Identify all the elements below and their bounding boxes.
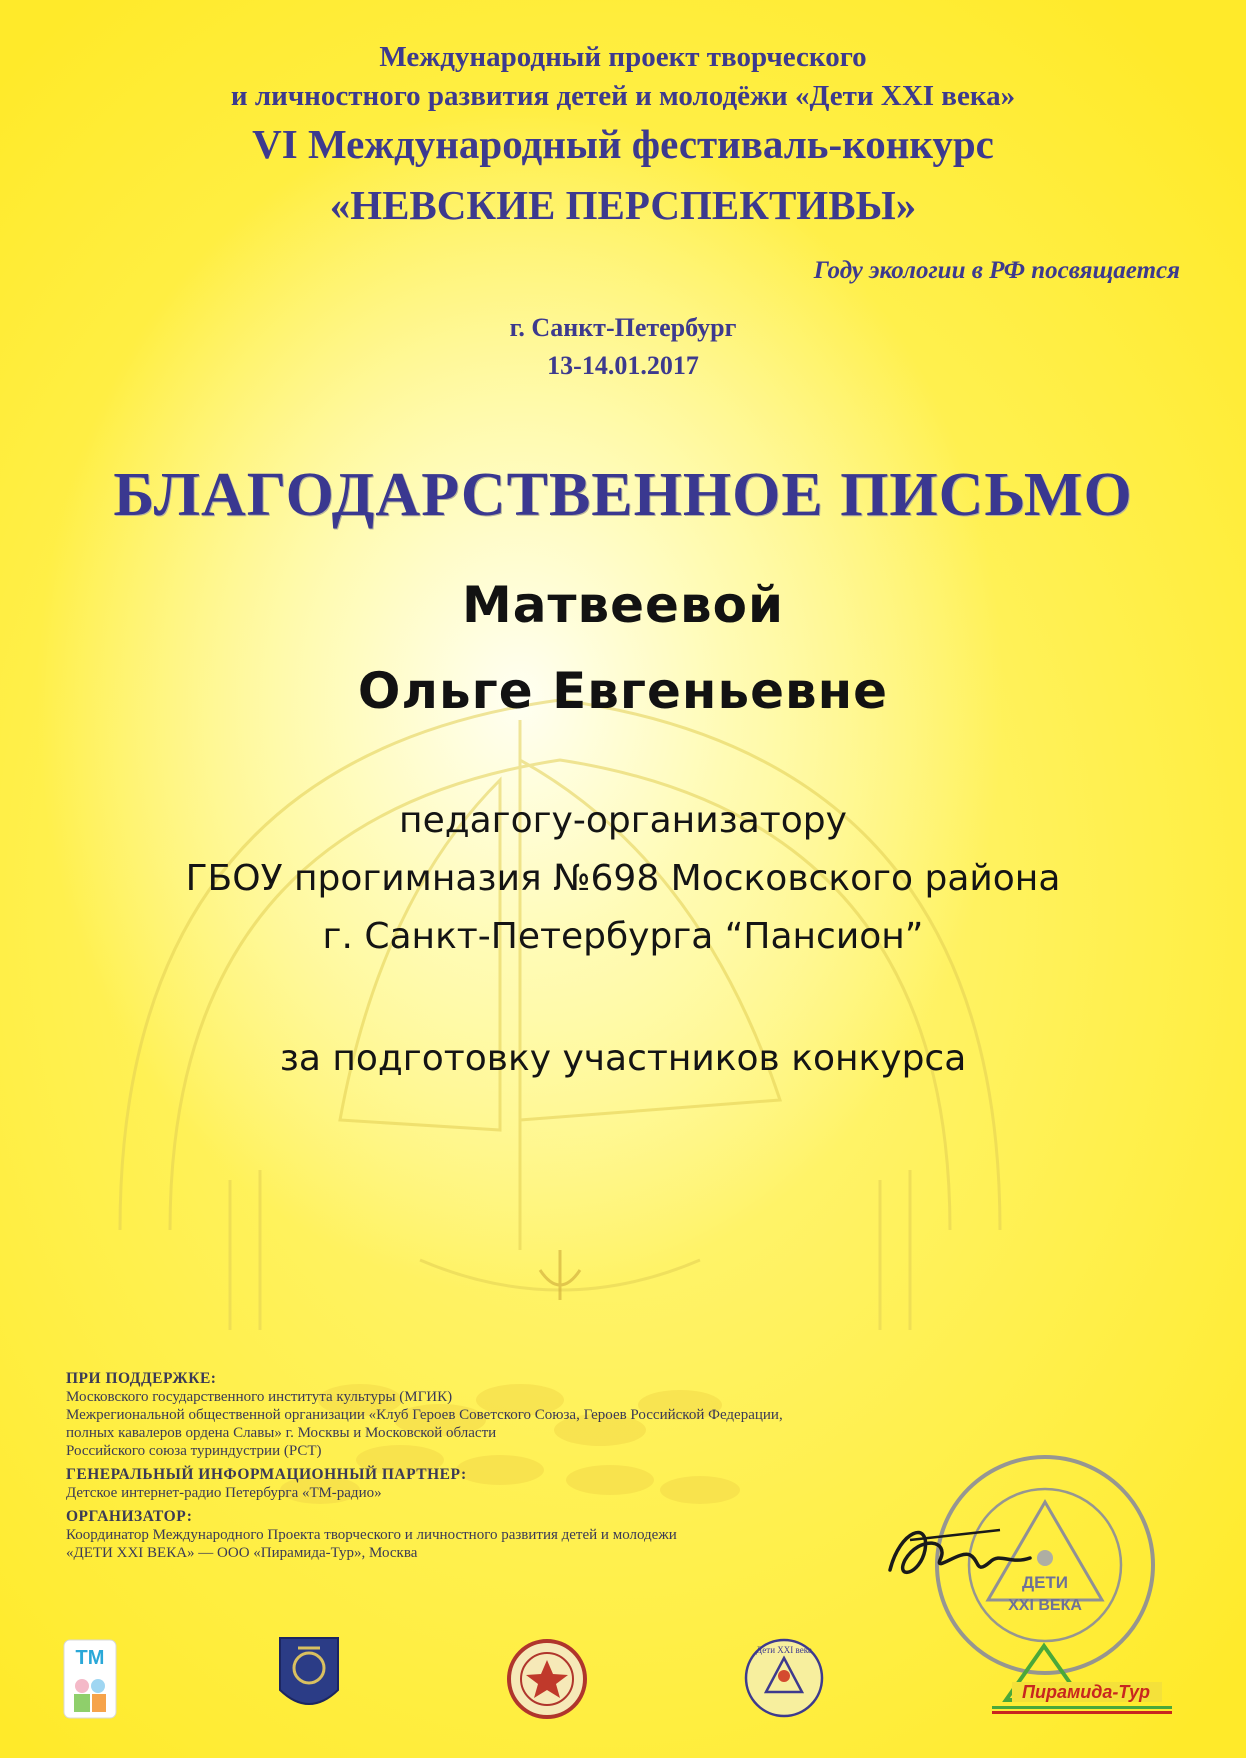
recipient-position: педагогу-организатору	[399, 800, 847, 841]
partner-line: Детское интернет-радио Петербурга «ТМ-радио»	[66, 1485, 382, 1501]
event-dates: 13-14.01.2017	[547, 351, 699, 380]
signature	[880, 1500, 1040, 1600]
piramida-tur-logo	[982, 1638, 1182, 1720]
tm-radio-logo	[62, 1638, 118, 1720]
support-line: Московского государственного института культуры (МГИК)	[66, 1389, 453, 1405]
piramida-logo-text: Пирамида-Тур	[1022, 1682, 1150, 1702]
stamp-text-deti: ДЕТИ	[1021, 1573, 1069, 1592]
stamp-text-century: XXI ВЕКА	[1008, 1597, 1082, 1614]
organizer-line: Координатор Международного Проекта творческого и личностного развития детей и молодежи	[66, 1527, 677, 1543]
recipient-surname: Матвеевой	[462, 576, 784, 634]
recipient-organization: ГБОУ прогимназия №698 Московского района	[185, 858, 1061, 899]
tm-logo-text: ТМ	[75, 1647, 105, 1669]
recipient-given-name: Ольге Евгеньевне	[357, 662, 889, 720]
deti-xxi-veka-logo	[742, 1636, 826, 1720]
sponsors-block	[66, 1370, 966, 1562]
recipient-city: г. Санкт-Петербурга “Пансион”	[322, 916, 924, 957]
support-line: Российского союза туриндустрии (РСТ)	[66, 1443, 322, 1459]
award-reason: за подготовку участников конкурса	[279, 1038, 967, 1079]
festival-title: «НЕВСКИЕ ПЕРСПЕКТИВЫ»	[329, 182, 917, 228]
city: г. Санкт-Петербург	[509, 313, 737, 342]
heroes-club-logo	[506, 1638, 588, 1720]
deti-logo-text: Дети XXI века	[756, 1645, 812, 1655]
document-title: БЛАГОДАРСТВЕННОЕ ПИСЬМО	[113, 461, 1133, 529]
festival-name: VI Международный фестиваль-конкурс	[252, 121, 994, 167]
dedication-text: Году экологии в РФ посвящается	[813, 257, 1180, 284]
organizer-heading: ОРГАНИЗАТОР:	[66, 1508, 193, 1525]
support-line: Межрегиональной общественной организации «Клуб Героев Советского Союза, Героев Российской Федерации,	[66, 1407, 783, 1423]
mgik-crest-logo	[276, 1634, 342, 1718]
organizer-line: «ДЕТИ XXI ВЕКА» — ООО «Пирамида-Тур», Москва	[66, 1545, 418, 1561]
header-project-line2: и личностного развития детей и молодёжи «Дети XXI века»	[230, 80, 1016, 112]
partner-heading: ГЕНЕРАЛЬНЫЙ ИНФОРМАЦИОННЫЙ ПАРТНЕР:	[66, 1466, 467, 1483]
header-project-line1: Международный проект творческого	[379, 41, 867, 73]
support-heading: ПРИ ПОДДЕРЖКЕ:	[66, 1370, 217, 1387]
support-line: полных кавалеров ордена Славы» г. Москвы и Московской области	[66, 1425, 497, 1441]
partner-logos	[0, 1620, 1246, 1740]
